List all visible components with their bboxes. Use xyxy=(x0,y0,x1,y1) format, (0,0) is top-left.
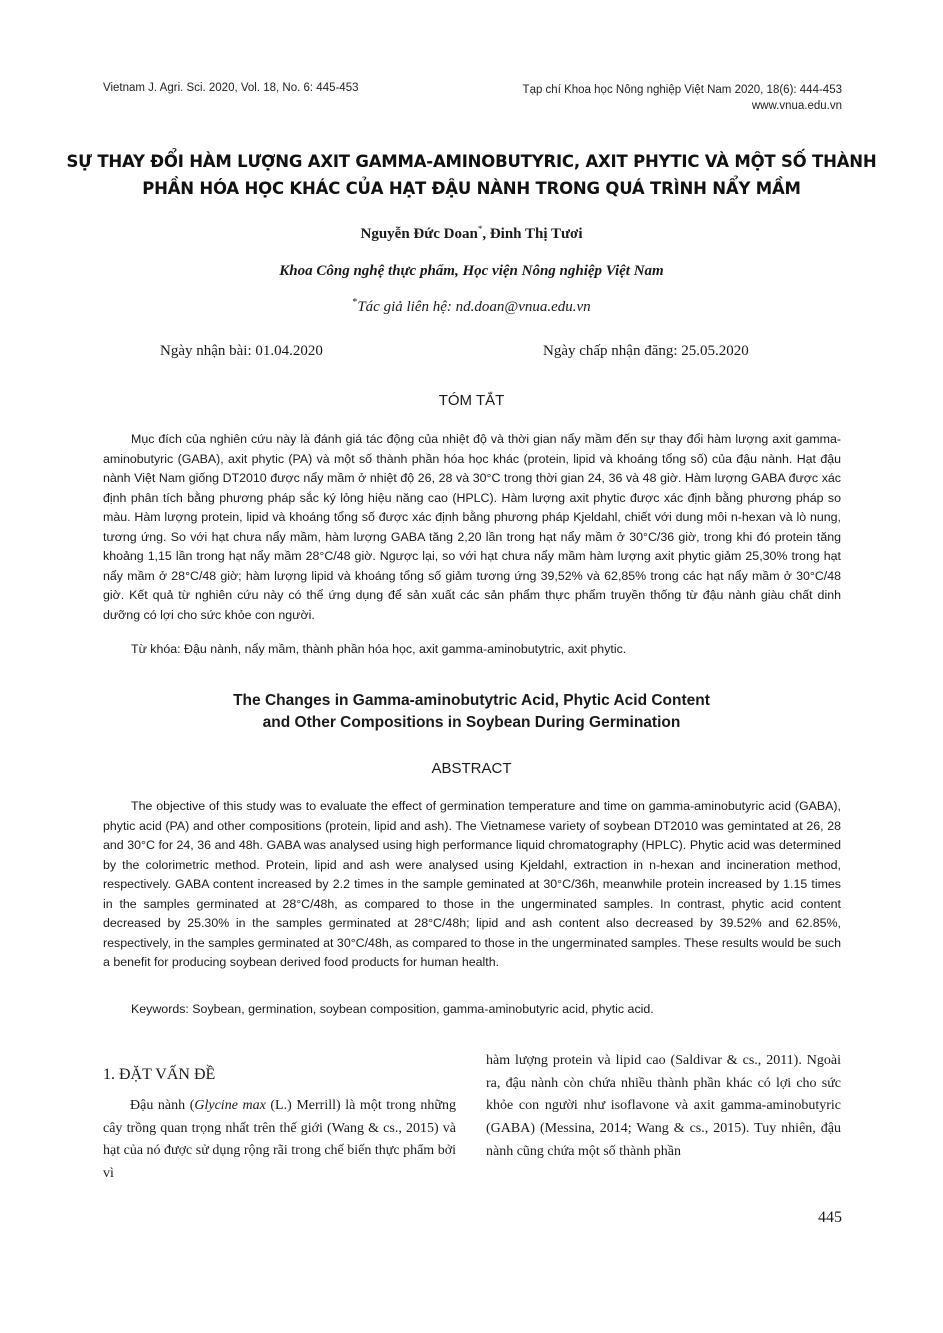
intro-paragraph-continued: hàm lượng protein và lipid cao (Saldivar & cs., 2011). Ngoài ra, đậu nành còn chứa nhiều thành phần khác có lợi cho sức khỏe con người như isoflavone và axit gamma-aminobutyric (GABA) (Messina, 2014; Wang & cs., 2015). Tuy nhiên, đậu nành cũng chứa một số thành phần xyxy=(486,1053,841,1159)
contact-email xyxy=(0,297,943,316)
intro-text-pre: Đậu nành ( xyxy=(130,1098,195,1113)
intro-paragraph xyxy=(103,1095,456,1186)
english-title-line-1: The Changes in Gamma-aminobutytric Acid, Phytic Acid Content xyxy=(233,692,710,709)
article-title-line-2: PHẦN HÓA HỌC KHÁC CỦA HẠT ĐẬU NÀNH TRONG QUÁ TRÌNH NẨY MẦM xyxy=(142,179,801,198)
article-title xyxy=(60,148,883,202)
abstract-paragraph: The objective of this study was to evaluate the effect of germination temperature and time on gamma-aminobutyric acid (GABA), phytic acid (PA) and other compositions (protein, lipid and ash). The Vietnamese variety of soybean DT2010 was gemintated at 26, 28 and 30°C for 24, 36 and 48h. GABA was analysed using high performance liquid chromatography (HPLC). Phytic acid was determined by the colorimetric method. Protein, lipid and ash were analysed using Kjeldahl, extraction in n-hexan and incineration method, respectively. GABA content increased by 2.2 times in the sample geminated at 30°C/36h, meanwhile protein increased by 1.15 times in the samples germinated at 28°C/48h, as compared to those in the ungerminated samples. In contrast, phytic acid content decreased by 25.30% in the samples germinated at 28°C/48h; lipid and ash content also decreased by 39.52% and 62.85%, respectively, in the samples germinated at 30°C/48h, as compared to those in the ungerminated samples. These results would be such a benefit for producing soybean derived food products for human health. xyxy=(103,799,842,969)
abstract-body xyxy=(103,797,841,973)
english-title-line-2: and Other Compositions in Soybean During Germination xyxy=(262,714,681,731)
tomtat-keywords: Từ khóa: Đậu nành, nẩy mầm, thành phần hóa học, axit gamma-aminobutytric, axit phytic. xyxy=(131,642,627,656)
tomtat-paragraph: Mục đích của nghiên cứu này là đánh giá tác động của nhiệt độ và thời gian nẩy mầm đến sự thay đổi hàm lượng axit gamma-aminobutyric (GABA), axit phytic (PA) và một số thành phần hóa học khác (protein, lipid và khoáng tổng số) của đậu nành. Hạt đậu nành Việt Nam giống DT2010 được nẩy mầm ở nhiệt độ 26, 28 và 30°C trong thời gian 24, 36 và 48 giờ. Hàm lượng GABA được xác định phân tích bằng phương pháp sắc ký lỏng hiệu năng cao (HPLC). Hàm lượng axit phytic được xác định bằng phương pháp so màu. Hàm lượng protein, lipid và khoáng tổng số được xác định bằng phương pháp Kjeldahl, chiết với dung môi n-hexan và lò nung, tương ứng. So với hạt chưa nẩy mầm, hàm lượng GABA tăng 2,20 lần trong hạt nẩy mầm ở 30°C/36 giờ, trong khi đó protein tăng khoảng 1,15 lần trong hạt nẩy mầm 28°C/48 giờ. Ngược lại, so với hạt chưa nẩy mầm hàm lượng axit phytic giảm 25,30% trong hạt nẩy mầm ở 28°C/48 giờ; hàm lượng lipid và khoáng tổng số giảm tương ứng 39,52% và 62,85% trong các hạt nẩy mầm ở 30°C/48 giờ. Kết quả từ nghiên cứu này có thể ứng dụng để sản xuất các sản phẩm thực phẩm truyền thống từ đậu nành giàu chất dinh dưỡng có lợi cho sức khỏe con người. xyxy=(103,432,841,622)
section-heading: 1. ĐẶT VẤN ĐỀ xyxy=(103,1066,216,1083)
journal-website: www.vnua.edu.vn xyxy=(751,100,842,112)
authors xyxy=(0,224,943,243)
corresponding-mark: * xyxy=(477,224,483,234)
english-title xyxy=(0,690,943,734)
intro-text-post: (L.) Merrill) là một trong những cây trồng quan trọng nhất trên thế giới (Wang & cs., 2015) và hạt của nó được sử dụng rộng rãi trong chế biến thực phẩm bởi vì xyxy=(103,1098,457,1182)
journal-citation-vn xyxy=(523,82,842,114)
abstract-keywords: Keywords: Soybean, germination, soybean composition, gamma-aminobutyric acid, phytic acid. xyxy=(131,1002,654,1016)
body-column-right xyxy=(486,1050,841,1164)
author-2: , Đinh Thị Tươi xyxy=(482,226,583,242)
species-name: Glycine max xyxy=(194,1098,266,1113)
journal-citation-en: Vietnam J. Agri. Sci. 2020, Vol. 18, No. 6: 445-453 xyxy=(103,82,359,94)
abstract-heading: ABSTRACT xyxy=(431,760,512,777)
page-number: 445 xyxy=(818,1209,842,1226)
affiliation: Khoa Công nghệ thực phẩm, Học viện Nông nghiệp Việt Nam xyxy=(279,263,664,279)
article-title-line-1: SỰ THAY ĐỔI HÀM LƯỢNG AXIT GAMMA-AMINOBUTYRIC, AXIT PHYTIC VÀ MỘT SỐ THÀNH xyxy=(66,152,877,171)
tomtat-body xyxy=(103,430,841,625)
contact-text: Tác giả liên hệ: nd.doan@vnua.edu.vn xyxy=(357,299,591,315)
received-date: Ngày nhận bài: 01.04.2020 xyxy=(160,343,323,359)
body-column-left xyxy=(103,1095,456,1186)
journal-citation-vn-line: Tạp chí Khoa học Nông nghiệp Việt Nam 2020, 18(6): 444-453 xyxy=(522,84,842,96)
accepted-date: Ngày chấp nhận đăng: 25.05.2020 xyxy=(543,343,749,359)
author-1: Nguyễn Đức Doan xyxy=(360,226,478,242)
contact-mark: * xyxy=(352,297,358,308)
tomtat-heading: TÓM TẮT xyxy=(438,392,505,409)
